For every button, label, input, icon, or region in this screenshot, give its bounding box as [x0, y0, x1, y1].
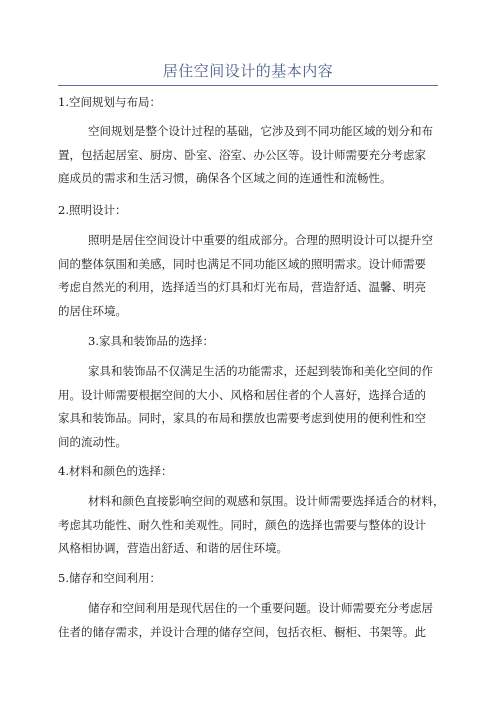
- section-paragraph-2: [58, 229, 442, 323]
- paragraph-line: 照明是居住空间设计中重要的组成部分。合理的照明设计可以提升空: [88, 233, 433, 247]
- paragraph-line: 住者的储存需求，并设计合理的储存空间，包括衣柜、橱柜、书架等。此: [58, 624, 426, 639]
- section-heading-2: 2.照明设计：: [58, 203, 127, 217]
- paragraph-line: 间的流动性。: [58, 434, 127, 449]
- paragraph-line: 风格相协调，营造出舒适、和谐的居住环境。: [58, 541, 288, 555]
- section-heading-1: 1.空间规划与布局：: [58, 95, 161, 109]
- paragraph-line: 家具和装饰品。同时，家具的布局和摆放也需要考虑到使用的便利性和空: [58, 411, 426, 425]
- paragraph-line: 家具和装饰品不仅满足生活的功能需求，还起到装饰和美化空间的作: [88, 364, 433, 378]
- section-heading-3: 3.家具和装饰品的选择：: [88, 334, 214, 348]
- section-heading-5: 5.储存和空间利用：: [58, 571, 161, 585]
- section-paragraph-1: [58, 120, 442, 191]
- paragraph-line: 材料和颜色直接影响空间的观感和氛围。设计师需要选择适合的材料，: [88, 494, 445, 508]
- document-title: 居住空间设计的基本内容: [162, 62, 334, 80]
- paragraph-line: 的居住环境。: [58, 303, 127, 318]
- paragraph-line: 考虑其功能性、耐久性和美观性。同时，颜色的选择也需要与整体的设计: [58, 517, 426, 532]
- paragraph-line: 储存和空间利用是现代居住的一个重要问题。设计师需要充分考虑居: [88, 601, 433, 615]
- paragraph-line: 用。设计师需要根据空间的大小、风格和居住者的个人喜好，选择合适的: [58, 387, 426, 402]
- title-divider: [58, 85, 438, 86]
- paragraph-line: 空间规划是整个设计过程的基础，它涉及到不同功能区域的划分和布: [88, 124, 433, 138]
- paragraph-line: 庭成员的需求和生活习惯，确保各个区域之间的连通性和流畅性。: [58, 171, 392, 185]
- paragraph-line: 间的整体氛围和美感，同时也满足不同功能区域的照明需求。设计师需要: [58, 256, 426, 271]
- section-paragraph-5: [58, 597, 442, 644]
- section-paragraph-3: [58, 360, 442, 454]
- paragraph-line: 置，包括起居室、厨房、卧室、浴室、办公区等。设计师需要充分考虑家: [58, 147, 426, 162]
- paragraph-line: 考虑自然光的利用，选择适当的灯具和灯光布局，营造舒适、温馨、明亮: [58, 280, 426, 294]
- section-paragraph-4: [58, 490, 445, 561]
- section-heading-4: 4.材料和颜色的选择：: [58, 464, 173, 478]
